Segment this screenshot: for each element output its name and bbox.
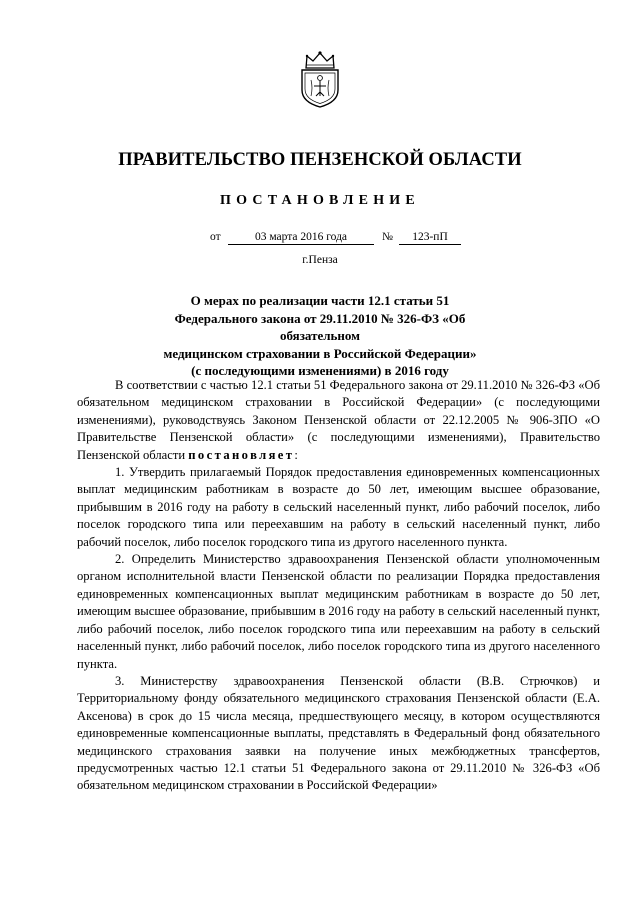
heading-line: медицинском страховании в Российской Федерации» (163, 345, 477, 361)
coat-of-arms-emblem (297, 50, 343, 108)
decree-heading (150, 292, 490, 380)
item-1-paragraph: 1. Утвердить прилагаемый Порядок предоставления единовременных компенсационных выплат медицинским работникам в возрасте до 50 лет, имеющим высшее образование, прибывшим в 2016 году на работу в сельский населенный пункт, либо рабочий поселок, либо поселок городского типа или переехавшим на работу в сельский населенный пункт, либо рабочий поселок, либо поселок городского типа из другого населенного пункта. (77, 465, 600, 549)
decree-colon: : (294, 447, 298, 462)
item-2-paragraph: 2. Определить Министерство здравоохранения Пензенской области уполномоченным органом исполнительной власти Пензенской области по реализации Порядка предоставления единовременных компенсационных выплат медицинским работникам в возрасте до 50 лет, имеющим высшее образование, прибывшим в 2016 году на работу в сельский населенный пункт, либо рабочий поселок, либо поселок городского типа или переехавшим на работу в сельский населенный пункт, либо рабочий поселок, либо поселок городского типа из другого населенного пункта. (77, 552, 600, 671)
number-prefix: № (382, 231, 393, 243)
heading-line: (с последующими изменениями) в 2016 году (191, 363, 449, 378)
preamble-text: В соответствии с частью 12.1 статьи 51 Федерального закона от 29.11.2010 № 326-ФЗ «Об обязательном медицинском страховании в Российской Федерации» (с последующими изменениями), руководствуясь Законом Пензенской области от 22.12.2005 № 906-ЗПО «О Правительстве Пензенской области» (с последующими изменениями), Правительство Пензенской области (77, 378, 600, 462)
heading-line: Федерального закона от 29.11.2010 № 326-ФЗ «Об обязательном (174, 310, 466, 343)
decree-body (77, 377, 600, 795)
decree-number: 123-пП (399, 231, 461, 245)
government-title: ПРАВИТЕЛЬСТВО ПЕНЗЕНСКОЙ ОБЛАСТИ (118, 150, 522, 170)
date-prefix: от (210, 231, 221, 243)
item-3-paragraph: 3. Министерству здравоохранения Пензенской области (В.В. Стрючков) и Территориальному фонду обязательного медицинского страхования Пензенской области (Е.А. Аксенова) в срок до 15 числа месяца, предшествующего месяцу, в котором осуществляются единовременные компенсационные выплаты, представлять в Федеральный фонд обязательного медицинского страхования заявки на получение иных межбюджетных трансфертов, предусмотренных частью 12.1 статьи 51 Федерального закона от 29.11.2010 № 326-ФЗ «Об обязательном медицинском страховании в Российской Федерации» (77, 673, 600, 793)
document-type: ПОСТАНОВЛЕНИЕ (220, 193, 420, 208)
city: г.Пенза (302, 254, 338, 266)
decree-keyword: постановляет (188, 447, 295, 462)
preamble-paragraph (77, 377, 600, 464)
heading-line: О мерах по реализации части 12.1 статьи 51 (190, 293, 450, 308)
decree-date: 03 марта 2016 года (228, 231, 374, 245)
